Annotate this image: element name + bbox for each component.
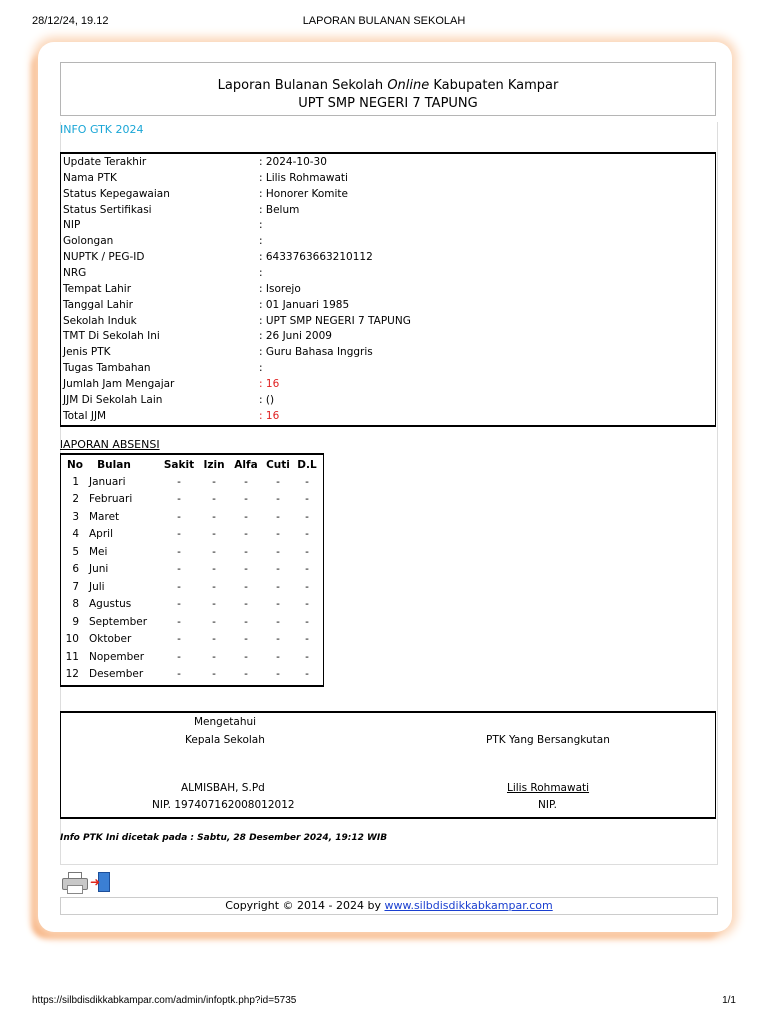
absensi-month: September (89, 615, 148, 628)
info-value: : Belum (259, 203, 300, 216)
exit-icon[interactable]: ➜ (90, 872, 110, 892)
absensi-cell: - (276, 476, 280, 488)
absensi-cell: - (305, 667, 309, 680)
print-title: LAPORAN BULANAN SEKOLAH (302, 15, 466, 27)
info-value-highlight: 16 (265, 377, 280, 390)
absensi-cell: - (276, 545, 280, 558)
info-key: NUPTK / PEG-ID (63, 251, 145, 264)
info-value (259, 408, 279, 424)
absensi-cell: - (212, 510, 216, 523)
absensi-title: lAPORAN ABSENSI (60, 438, 160, 451)
absensi-month: Juli (89, 580, 105, 593)
absensi-header-cell: Alfa (234, 459, 258, 471)
absensi-row (61, 614, 323, 631)
absensi-cell: - (276, 633, 280, 646)
absensi-month: Juni (89, 563, 109, 576)
absensi-cell: - (177, 650, 181, 663)
absensi-no: 7 (72, 580, 79, 593)
absensi-no: 8 (72, 598, 79, 611)
absensi-cell: - (244, 580, 248, 593)
absensi-cell: - (244, 615, 248, 628)
absensi-cell: - (212, 476, 216, 488)
absensi-no: 3 (72, 510, 79, 523)
info-colon: : (259, 377, 266, 390)
info-key: Total JJM (63, 409, 107, 422)
absensi-row (61, 631, 323, 648)
absensi-no: 10 (65, 633, 79, 646)
absensi-cell: - (305, 528, 309, 541)
absensi-cell: - (177, 476, 181, 488)
mengetahui-label: Mengetahui (194, 716, 257, 728)
absensi-header-cell: No (67, 459, 84, 471)
ptk-nip: NIP. (538, 799, 557, 811)
absensi-header-cell: Bulan (97, 459, 131, 471)
absensi-cell: - (305, 615, 309, 628)
absensi-header-cell: D.L (297, 459, 317, 471)
absensi-header-cell: Cuti (266, 459, 290, 471)
info-value: : UPT SMP NEGERI 7 TAPUNG (259, 314, 411, 327)
absensi-no: 4 (72, 528, 79, 541)
absensi-row (61, 561, 323, 578)
info-value: : (259, 235, 263, 248)
info-value: : (259, 219, 263, 232)
absensi-no: 5 (72, 545, 79, 558)
absensi-row (61, 491, 323, 508)
absensi-cell: - (276, 580, 280, 593)
absensi-month: April (89, 528, 113, 541)
absensi-cell: - (177, 563, 181, 576)
absensi-cell: - (276, 650, 280, 663)
info-key: TMT Di Sekolah Ini (63, 330, 160, 343)
absensi-no: 12 (65, 667, 79, 680)
absensi-row (61, 596, 323, 613)
absensi-row (61, 526, 323, 543)
absensi-month: Agustus (89, 598, 132, 611)
ptk-title: PTK Yang Bersangkutan (486, 734, 610, 746)
info-value-highlight: 16 (265, 409, 280, 422)
absensi-cell: - (177, 545, 181, 558)
copyright-text: Copyright © 2014 - 2024 by (225, 899, 385, 912)
absensi-cell: - (305, 476, 309, 488)
school-name: UPT SMP NEGERI 7 TAPUNG (298, 96, 478, 111)
absensi-cell: - (212, 667, 216, 680)
absensi-cell: - (305, 580, 309, 593)
info-value: : Honorer Komite (259, 187, 348, 200)
absensi-header-row (61, 457, 323, 474)
absensi-cell: - (212, 633, 216, 646)
absensi-cell: - (244, 667, 248, 680)
absensi-cell: - (244, 493, 248, 506)
info-value: : 2024-10-30 (259, 156, 327, 168)
absensi-month: Maret (89, 510, 120, 523)
absensi-cell: - (276, 598, 280, 611)
info-key: Nama PTK (63, 171, 117, 184)
absensi-header-cell: Izin (203, 459, 225, 471)
absensi-cell: - (305, 493, 309, 506)
absensi-cell: - (212, 493, 216, 506)
absensi-cell: - (212, 598, 216, 611)
absensi-month: Januari (89, 476, 126, 488)
absensi-cell: - (212, 580, 216, 593)
absensi-no: 1 (72, 476, 79, 488)
absensi-cell: - (177, 580, 181, 593)
absensi-month: Nopember (89, 650, 145, 663)
absensi-month: Mei (89, 545, 108, 558)
info-value: : 01 Januari 1985 (259, 298, 350, 311)
info-key: Jenis PTK (63, 346, 111, 359)
absensi-cell: - (244, 476, 248, 488)
info-key: NIP (63, 219, 81, 232)
absensi-cell: - (177, 528, 181, 541)
absensi-no: 2 (72, 493, 79, 506)
info-key: Status Sertifikasi (63, 203, 152, 216)
absensi-cell: - (276, 510, 280, 523)
info-key: Update Terakhir (63, 156, 147, 168)
info-value: : () (259, 393, 275, 406)
info-colon: : (259, 409, 266, 422)
absensi-cell: - (276, 563, 280, 576)
info-key: Golongan (63, 235, 114, 248)
kepala-sekolah-name: ALMISBAH, S.Pd (181, 782, 265, 794)
absensi-cell: - (177, 667, 181, 680)
ptk-name: Lilis Rohmawati (507, 782, 590, 794)
info-value: : 6433763663210112 (259, 251, 373, 264)
absensi-cell: - (244, 528, 248, 541)
absensi-no: 11 (65, 650, 79, 663)
absensi-row (61, 544, 323, 561)
info-value: : Guru Bahasa Inggris (259, 346, 373, 359)
kepala-sekolah-title: Kepala Sekolah (185, 734, 265, 746)
absensi-cell: - (305, 598, 309, 611)
absensi-cell: - (244, 650, 248, 663)
page-number: 1/1 (722, 995, 736, 1006)
print-header (0, 15, 768, 31)
copyright-bar (60, 897, 718, 915)
info-key: Status Kepegawaian (63, 187, 170, 200)
info-key: Jumlah Jam Mengajar (63, 377, 175, 390)
kepala-sekolah-nip: NIP. 197407162008012012 (152, 799, 295, 811)
absensi-cell: - (177, 633, 181, 646)
info-value: : (259, 266, 263, 279)
absensi-row (61, 649, 323, 666)
info-key: Tugas Tambahan (63, 362, 151, 375)
absensi-cell: - (305, 650, 309, 663)
absensi-no: 9 (72, 615, 79, 628)
info-value: : (259, 362, 263, 375)
report-title: Laporan Bulanan Sekolah Online Kabupaten Kampar (217, 78, 559, 93)
absensi-cell: - (305, 510, 309, 523)
absensi-table (60, 453, 324, 687)
absensi-cell: - (212, 650, 216, 663)
absensi-cell: - (276, 615, 280, 628)
absensi-cell: - (305, 563, 309, 576)
absensi-cell: - (244, 510, 248, 523)
printer-icon[interactable] (62, 872, 86, 892)
absensi-no: 6 (72, 563, 79, 576)
absensi-cell: - (212, 615, 216, 628)
absensi-row (61, 474, 323, 491)
site-link[interactable]: www.silbdisdikkabkampar.com (384, 899, 553, 912)
absensi-cell: - (244, 633, 248, 646)
info-key: JJM Di Sekolah Lain (63, 393, 163, 406)
absensi-cell: - (305, 633, 309, 646)
absensi-row (61, 509, 323, 526)
absensi-cell: - (305, 545, 309, 558)
report-header (60, 62, 716, 116)
info-key: Sekolah Induk (63, 314, 137, 327)
absensi-month: Oktober (89, 633, 132, 646)
absensi-row (61, 579, 323, 596)
signature-box (60, 711, 716, 819)
info-value: : Isorejo (259, 282, 301, 295)
absensi-cell: - (244, 563, 248, 576)
absensi-month: Februari (89, 493, 133, 506)
info-key: NRG (63, 266, 87, 279)
print-datetime: 28/12/24, 19.12 (32, 15, 109, 27)
absensi-cell: - (177, 510, 181, 523)
absensi-cell: - (177, 615, 181, 628)
absensi-header-cell: Sakit (163, 459, 195, 471)
absensi-cell: - (244, 545, 248, 558)
print-url: https://silbdisdikkabkampar.com/admin/infoptk.php?id=5735 (32, 995, 297, 1006)
info-key: Tanggal Lahir (63, 298, 133, 311)
ptk-info-table (60, 152, 716, 427)
absensi-cell: - (177, 598, 181, 611)
absensi-cell: - (212, 528, 216, 541)
action-icons (62, 870, 112, 892)
absensi-cell: - (212, 545, 216, 558)
info-gtk-label: INFO GTK 2024 (60, 123, 144, 136)
absensi-cell: - (212, 563, 216, 576)
printed-timestamp-note: Info PTK Ini dicetak pada : Sabtu, 28 Desember 2024, 19:12 WIB (60, 833, 388, 843)
info-value (259, 376, 279, 392)
absensi-row (61, 666, 323, 683)
absensi-month: Desember (89, 667, 144, 680)
absensi-cell: - (276, 528, 280, 541)
absensi-cell: - (244, 598, 248, 611)
info-value: : 26 Juni 2009 (259, 330, 332, 343)
absensi-cell: - (276, 493, 280, 506)
info-value: : Lilis Rohmawati (259, 171, 348, 184)
absensi-cell: - (177, 493, 181, 506)
info-key: Tempat Lahir (63, 282, 132, 295)
absensi-cell: - (276, 667, 280, 680)
